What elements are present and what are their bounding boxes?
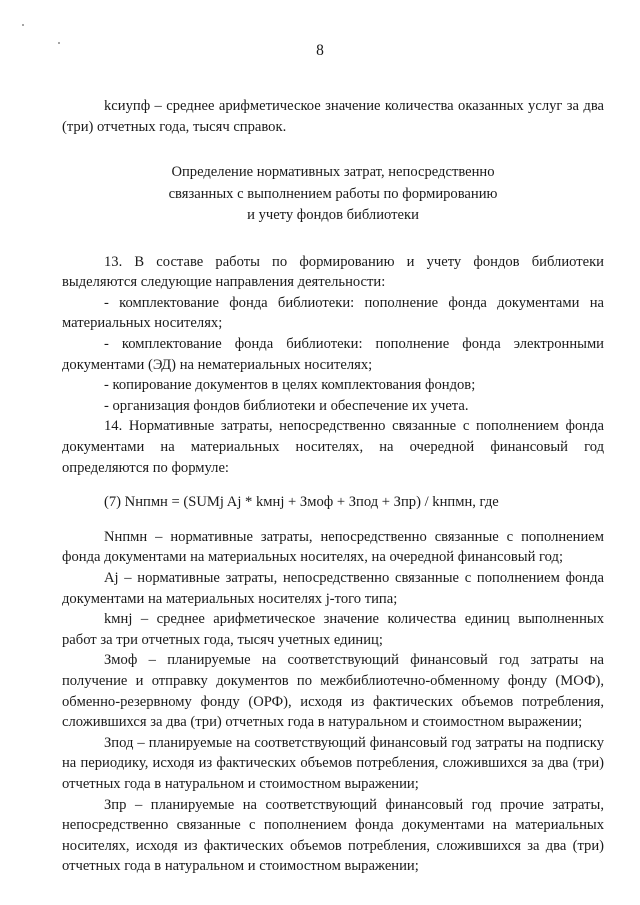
scan-speck [22, 24, 24, 26]
list-item: - комплектование фонда библиотеки: пополнение фонда электронными документами (ЭД) на нематериальных носителях; [62, 336, 604, 373]
page-number: 8 [316, 42, 324, 59]
section-heading-line: и учету фондов библиотеки [247, 207, 419, 224]
definition-item: Aj – нормативные затраты, непосредственно связанные с пополнением фонда документами на материальных носителях j-того типа; [62, 570, 604, 607]
section-heading [62, 162, 604, 227]
section-heading-line: Определение нормативных затрат, непосредственно [171, 164, 495, 181]
list-item: - организация фондов библиотеки и обеспечение их учета. [104, 397, 469, 414]
definition-item: Зпод – планируемые на соответствующий финансовый год затраты на подписку на периодику, исходя из фактических объемов потребления, сложившихся за два (три) отчетных года в натуральном и стоимостном выражении; [62, 734, 604, 792]
document-body [62, 96, 604, 877]
definition-item: Nнпмн – нормативные затраты, непосредственно связанные с пополнением фонда документами на материальных носителях, на очередной финансовый год; [62, 528, 604, 566]
definition-item: Змоф – планируемые на соответствующий финансовый год затраты на получение и отправку документов по межбиблиотечно-обменному фонду (МОФ), обменно-резервному фонду (ОРФ), исходя из фактических объемов потребления, сложившихся за два (три) отчетных года в натуральном и стоимостном выражении; [62, 652, 604, 731]
definition-item: kмнj – среднее арифметическое значение количества единиц выполненных работ за три отчетных года, тысяч учетных единиц; [62, 611, 604, 648]
formula-7: (7) Nнпмн = (SUMj Aj * kмнj + Змоф + Зпод + Зпр) / kнпмн, где [104, 494, 499, 511]
paragraph-14: 14. Нормативные затраты, непосредственно связанные с пополнением фонда документами на материальных носителях, на очередной финансовый год определяются по формуле: [62, 418, 604, 476]
definition-item: Зпр – планируемые на соответствующий финансовый год прочие затраты, непосредственно связанные с пополнением фонда документами на материальных носителях, исходя из фактических объемов потребления, сложившихся за два (три) отчетных года в натуральном и стоимостном выражении; [62, 796, 604, 875]
list-item: - копирование документов в целях комплектования фондов; [104, 377, 476, 394]
list-item: - комплектование фонда библиотеки: пополнение фонда документами на материальных носителях; [62, 294, 604, 332]
paragraph-13: 13. В составе работы по формированию и учету фондов библиотеки выделяются следующие направления деятельности: [62, 253, 604, 291]
section-heading-line: связанных с выполнением работы по формированию [168, 185, 498, 202]
intro-definition: kсиупф – среднее арифметическое значение количества оказанных услуг за два (три) отчетных года, тысяч справок. [62, 98, 604, 135]
